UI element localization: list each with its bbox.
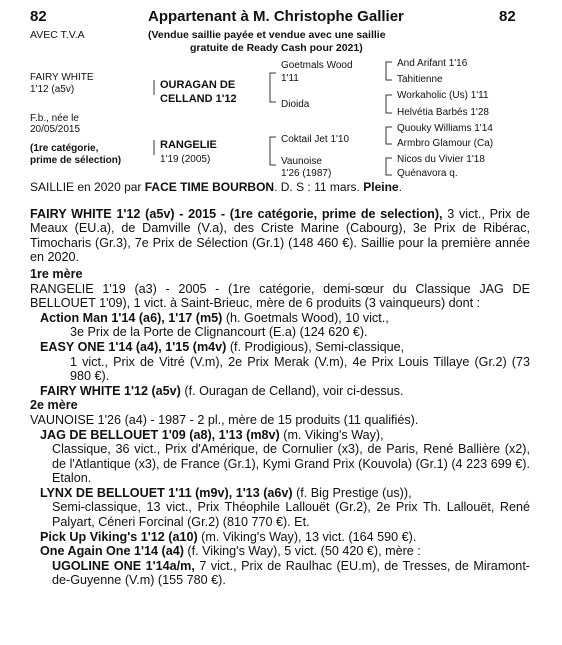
- ancestor-1: And Arifant 1'16: [397, 58, 468, 69]
- produce-jag-de-bellouet-detail: Classique, 36 vict., Prix d'Amérique, de Cornulier (x3), de Paris, René Ballière (x2), de l'Atlantique (x3), de France (Gr.1), Kymi Grand Prix (Kouvola) (Gr.1) (4 223 699 €). Etalon.: [52, 442, 530, 486]
- first-mother-intro: RANGELIE 1'19 (a3) - 2005 - (1re catégorie, demi-sœur du Classique JAG DE BELLOUET 1'09), 1 vict. à Saint-Brieuc, mère de 6 produits (3 vainqueurs) dont :: [30, 281, 530, 311]
- saillie-line: SAILLIE en 2020 par FACE TIME BOURBON. D. S : 11 mars. Pleine.: [30, 180, 402, 194]
- horse-category-1: (1re catégorie,: [30, 143, 99, 154]
- ancestor-7: Nicos du Vivier 1'18: [397, 154, 485, 165]
- ancestor-8: Quénavora q.: [397, 168, 458, 179]
- produce-easy-one-detail: 1 vict., Prix de Vitré (V.m), 2e Prix Merak (V.m), 4e Prix Louis Tillaye (Gr.2) (73 980 €).: [70, 354, 530, 384]
- first-mother-heading: 1re mère: [30, 266, 83, 281]
- horse-born-2: 20/05/2015: [30, 124, 81, 135]
- produce-action-man-detail: 3e Prix de la Porte de Clignancourt (E.a) (124 620 €).: [70, 325, 368, 340]
- second-mother-heading: 2e mère: [30, 398, 78, 413]
- ancestor-3: Workaholic (Us) 1'11: [397, 90, 489, 101]
- produce-lynx-de-bellouet: LYNX DE BELLOUET 1'11 (m9v), 1'13 (a6v) (f. Big Prestige (us)),: [40, 485, 412, 500]
- lot-number-right: 82: [499, 8, 516, 25]
- lot-description: [30, 180, 530, 588]
- ancestor-5: Quouky Williams 1'14: [397, 123, 493, 134]
- horse-born-1: F.b., née le: [30, 113, 79, 124]
- horse-category-2: prime de sélection): [30, 155, 122, 166]
- produce-easy-one: EASY ONE 1'14 (a4), 1'15 (m4v) (f. Prodigious), Semi-classique,: [40, 339, 405, 354]
- produce-action-man: Action Man 1'14 (a6), 1'17 (m5) (h. Goetmals Wood), 10 vict.,: [40, 310, 389, 325]
- sire-name-1: OURAGAN DE: [160, 79, 236, 91]
- grandsire-2-name: Coktail Jet 1'10: [281, 134, 350, 145]
- granddam-1-name: Dioida: [281, 99, 310, 110]
- owner-title: Appartenant à M. Christophe Gallier: [148, 8, 404, 25]
- horse-performance: FAIRY WHITE 1'12 (a5v) - 2015 - (1re catégorie, prime de selection), 3 vict., Prix de Meaux (EU.a), de Damville (V.a), des Criste Marine (Cabourg), 3e Prix de Ribérac, Timocharis (Gr.3), 7e Prix de Sélection (Gr.1) (148 460 €). Saillie pour la première année en 2020.: [30, 206, 531, 265]
- dam-name: RANGELIE: [160, 139, 217, 151]
- ancestor-2: Tahitienne: [397, 74, 443, 85]
- ancestor-6: Armbro Glamour (Ca): [397, 138, 494, 149]
- sale-note-line2: gratuite de Ready Cash pour 2021): [190, 42, 363, 54]
- second-mother-intro: VAUNOISE 1'26 (a4) - 1987 - 2 pl., mère de 15 produits (11 qualifiés).: [30, 412, 419, 427]
- sale-note-line1: (Vendue saillie payée et vendue avec une saillie: [148, 29, 386, 41]
- grandsire-1-name: Goetmals Wood: [281, 60, 353, 71]
- sire-name-2: CELLAND 1'12: [160, 93, 237, 105]
- granddam-2-name: Vaunoise: [281, 156, 322, 167]
- dam-record: 1'19 (2005): [160, 154, 211, 165]
- produce-one-again-one: One Again One 1'14 (a4) (f. Viking's Way), 5 vict. (50 420 €), mère :: [40, 544, 421, 559]
- horse-name: FAIRY WHITE: [30, 72, 94, 83]
- produce-ugoline-one: UGOLINE ONE 1'14a/m, 7 vict., Prix de Raulhac (EU.m), de Tresses, de Miramont-de-Guyenne (V.m) (155 780 €).: [52, 558, 531, 588]
- tva-label: AVEC T.V.A: [30, 29, 85, 41]
- horse-record: 1'12 (a5v): [30, 84, 75, 95]
- produce-lynx-de-bellouet-detail: Semi-classique, 13 vict., Prix Théophile Lallouët (Gr.2), 2e Prix Th. Lallouët, René Palyart, Céneri Forcinal (Gr.2) (810 770 €). Et.: [52, 500, 530, 530]
- produce-pick-up-vikings: Pick Up Viking's 1'12 (a10) (m. Viking's Way), 13 vict. (164 590 €).: [40, 529, 417, 544]
- ancestor-4: Helvétia Barbés 1'28: [397, 107, 489, 118]
- produce-fairy-white: FAIRY WHITE 1'12 (a5v) (f. Ouragan de Celland), voir ci-dessus.: [40, 383, 404, 398]
- grandsire-1-record: 1'11: [281, 73, 299, 84]
- lot-number-left: 82: [30, 8, 47, 25]
- granddam-2-record: 1'26 (1987): [281, 168, 332, 179]
- produce-jag-de-bellouet: JAG DE BELLOUET 1'09 (a8), 1'13 (m8v) (m. Viking's Way),: [40, 427, 384, 442]
